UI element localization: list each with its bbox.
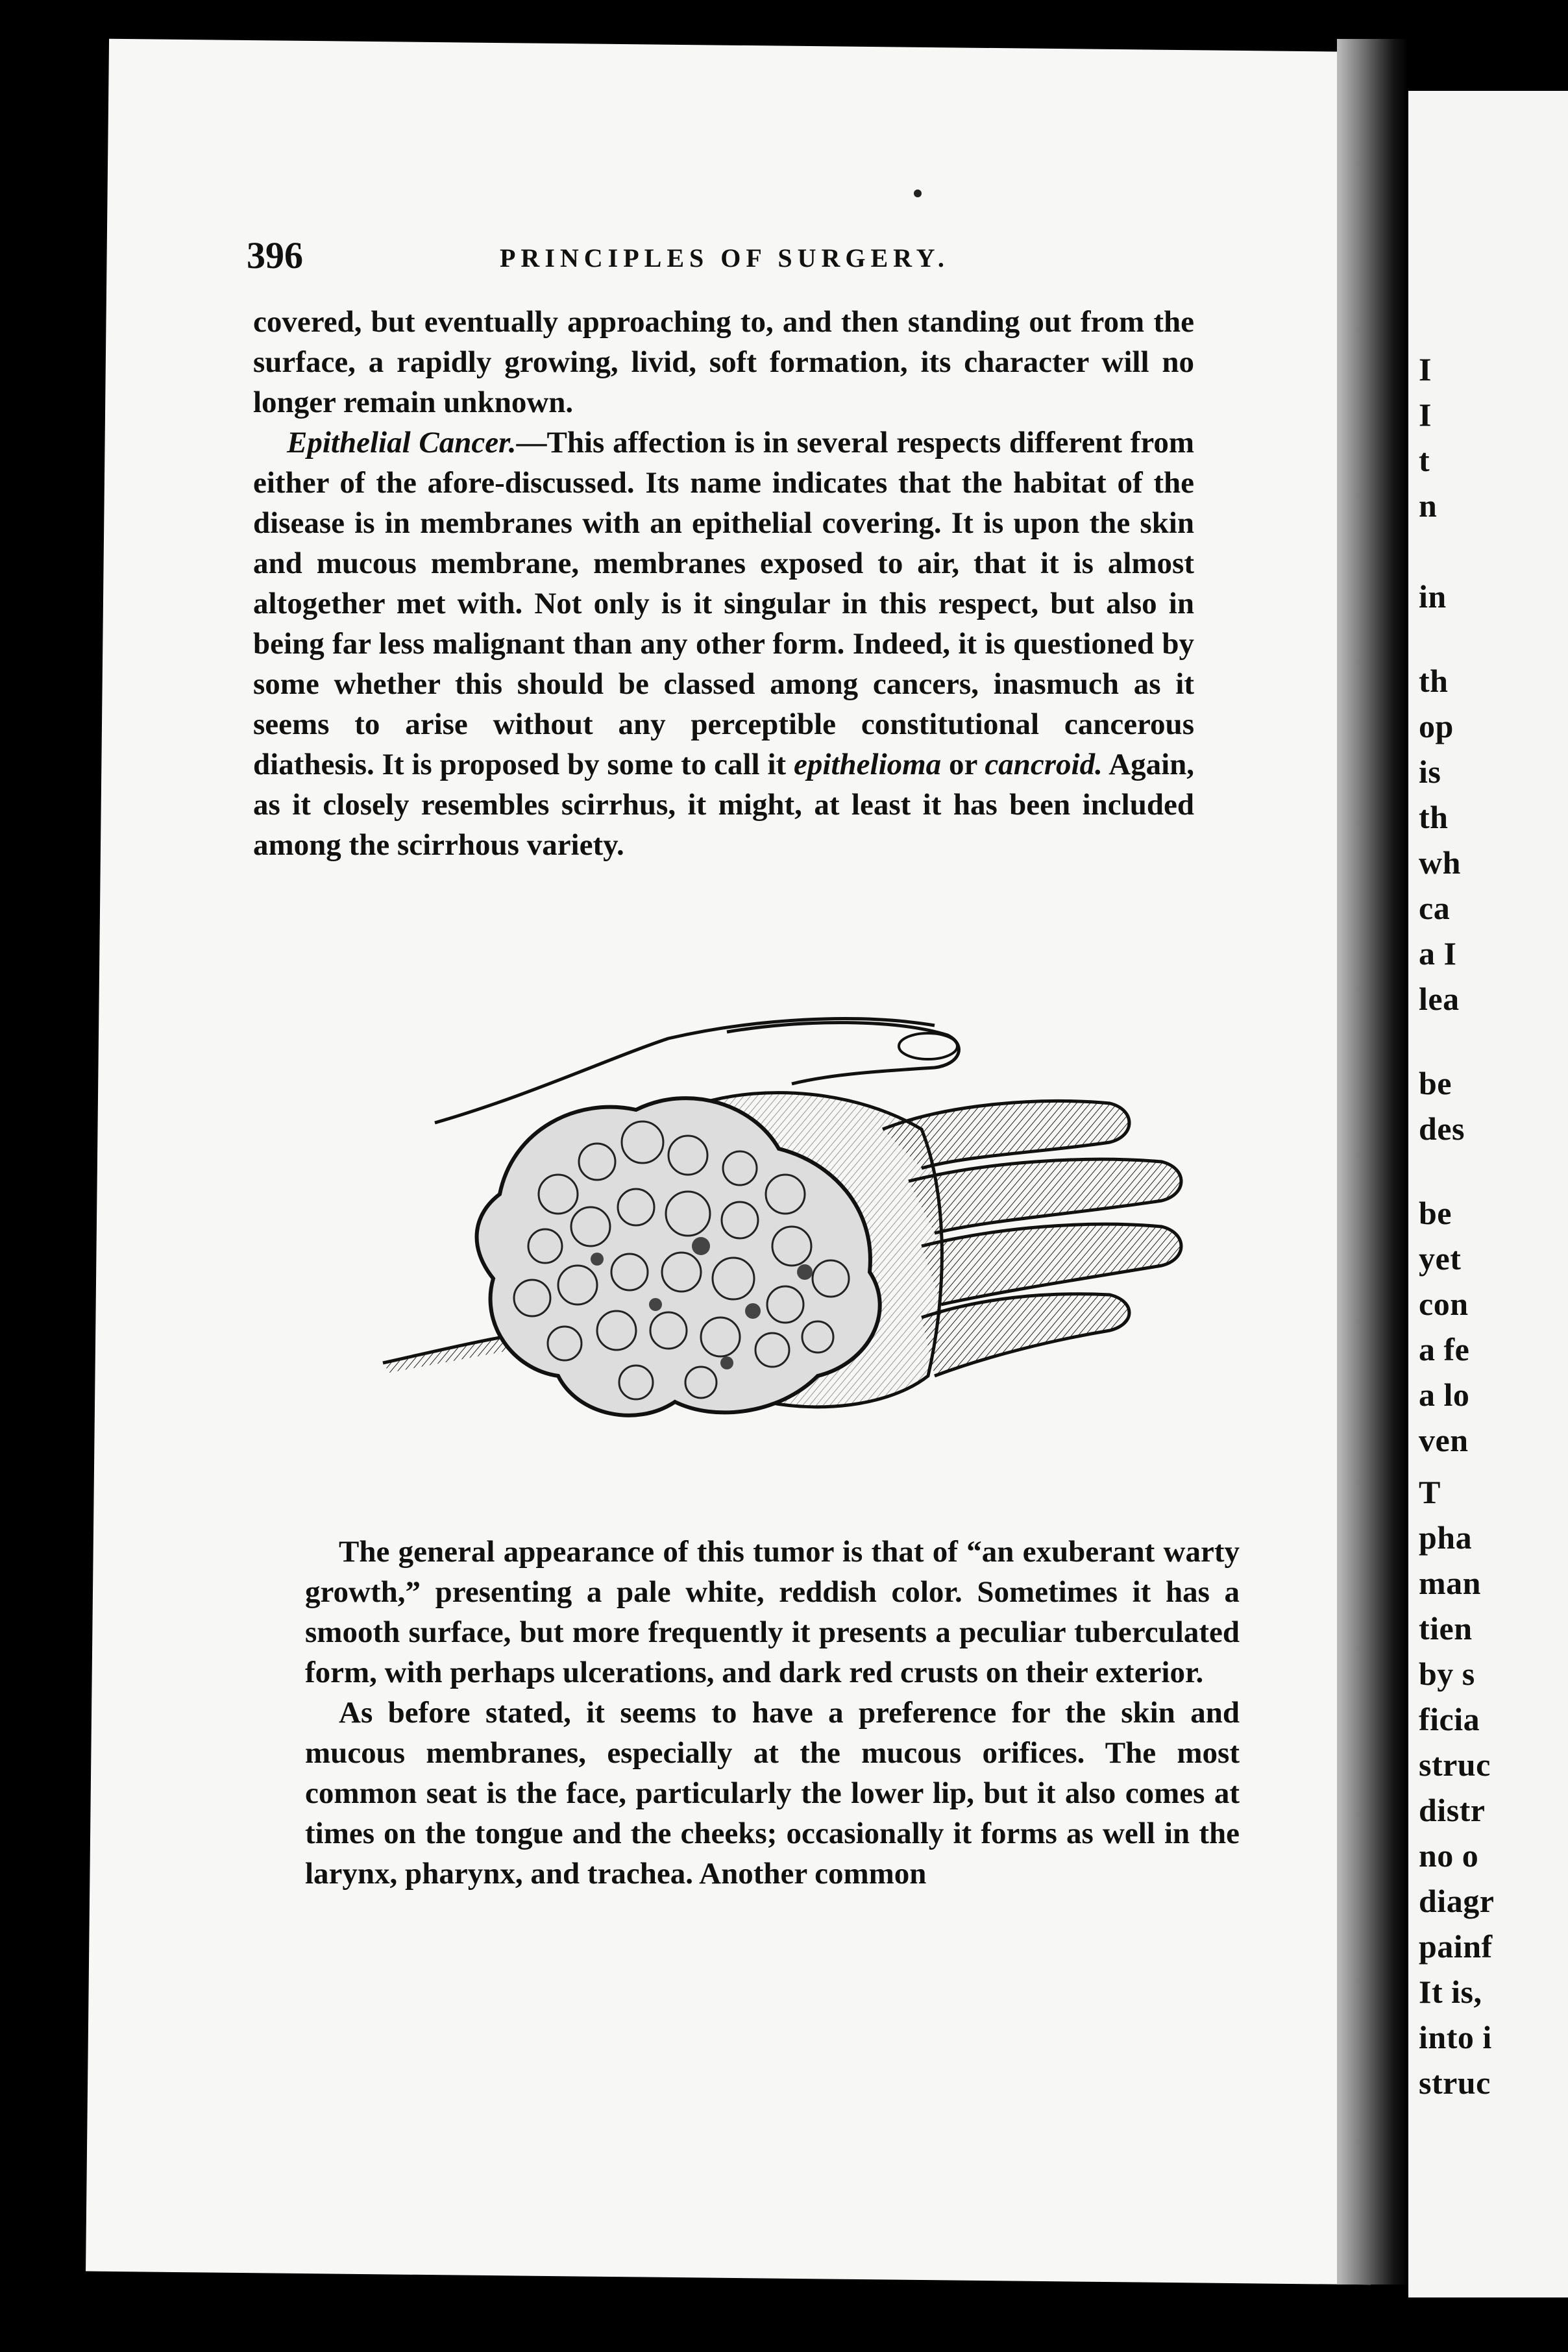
facing-page-fragment: tien — [1419, 1610, 1473, 1647]
paragraph-epithelial-cancer — [253, 423, 1194, 865]
facing-page-fragment: no o — [1419, 1837, 1479, 1874]
paragraph-text-b: Again, as it closely resembles scirrhus, it might, at least it has been included among the scirrhous variety. — [253, 748, 1195, 862]
paragraph-or: or — [941, 748, 985, 781]
facing-page-fragment: It is, — [1419, 1974, 1482, 2010]
finger-4 — [922, 1294, 1129, 1376]
paragraph-general-appearance: The general appearance of this tumor is that of “an exuberant warty growth,” presenting a pale white, reddish color. Sometimes it has a smooth surface, but more frequently it presents a peculiar tuberculated form, with perhaps ulcerations, and dark red crusts on their exterior. — [305, 1535, 1240, 1689]
facing-page-fragment: n — [1419, 487, 1438, 524]
facing-page-fragment: con — [1419, 1286, 1469, 1322]
finger-2 — [909, 1159, 1181, 1233]
figure-hand-tumor — [363, 999, 1240, 1519]
facing-page-fragment: diagr — [1419, 1883, 1495, 1919]
facing-page-fragment: man — [1419, 1565, 1481, 1601]
facing-page-fragment: distr — [1419, 1792, 1486, 1828]
facing-page-fragment: a lo — [1419, 1377, 1470, 1413]
facing-page-fragment: pha — [1419, 1519, 1473, 1556]
facing-page-fragment: ca — [1419, 890, 1451, 926]
term-epithelioma: epithelioma — [794, 748, 942, 781]
finger-3 — [922, 1224, 1181, 1305]
facing-page-fragment: th — [1419, 799, 1449, 835]
paragraph-preference: As before stated, it seems to have a preference for the skin and mucous membranes, especially at the mucous orifices. The most common seat is the face, particularly the lower lip, but it also comes at times on the tongue and the cheeks; occasionally it forms as well in the larynx, pharynx, and trachea. Another common — [305, 1696, 1240, 1891]
facing-page-fragment: in — [1419, 578, 1447, 615]
term-cancroid: cancroid. — [985, 748, 1103, 781]
facing-page-fragment: t — [1419, 442, 1430, 478]
facing-page — [1408, 91, 1568, 2297]
facing-page-fragment: be — [1419, 1065, 1452, 1101]
facing-page-fragment: a I — [1419, 935, 1457, 972]
facing-page-fragment: yet — [1419, 1240, 1462, 1277]
facing-page-fragment: I — [1419, 351, 1432, 387]
facing-page-fragment: is — [1419, 753, 1441, 790]
facing-page-fragment: lea — [1419, 981, 1460, 1017]
text-block-bottom — [305, 1532, 1240, 1894]
text-block-top — [253, 302, 1194, 865]
facing-page-fragment: a fe — [1419, 1331, 1470, 1367]
facing-page-fragment: by s — [1419, 1656, 1475, 1692]
facing-page-fragment: th — [1419, 663, 1449, 699]
speck — [914, 190, 922, 197]
facing-page-fragment: op — [1419, 708, 1454, 744]
facing-page-fragment: ficia — [1419, 1701, 1480, 1737]
paragraph-text-a: —This affection is in several respects different from either of the afore-discussed. Its name indicates that the habitat of the disease is in membranes with an epithelial covering. It is upon the skin and mucous membrane, membranes exposed to air, that it is almost altogether met with. Not only is it singular in this respect, but also in being far less malignant than any other form. Indeed, it is questioned by some whether this should be classed among cancers, inasmuch as it seems to arise without any perceptible constitutional cancerous diathesis. It is proposed by some to call it — [253, 426, 1194, 781]
hand-tumor-illustration — [363, 999, 1240, 1519]
wrist-hatch — [383, 1337, 513, 1373]
page-number: 396 — [247, 234, 303, 276]
facing-page-fragment: T — [1419, 1474, 1441, 1510]
facing-page-fragment: struc — [1419, 2064, 1491, 2101]
book-gutter — [1337, 39, 1408, 2285]
section-heading: Epithelial Cancer. — [287, 426, 517, 459]
paragraph-continuation: covered, but eventually approaching to, and then standing out from the surface, a rapidly growing, livid, soft formation, its character will no longer remain unknown. — [253, 305, 1194, 419]
page-header — [247, 234, 1194, 292]
facing-page-fragment: des — [1419, 1110, 1465, 1147]
thumb — [727, 1023, 959, 1084]
facing-page-fragment: struc — [1419, 1746, 1491, 1783]
facing-page-fragment: be — [1419, 1195, 1452, 1231]
facing-page-fragment: ven — [1419, 1422, 1469, 1458]
facing-page-fragment: wh — [1419, 844, 1461, 881]
facing-page-fragment: painf — [1419, 1928, 1493, 1965]
running-head: PRINCIPLES OF SURGERY. — [500, 243, 949, 273]
facing-page-fragment: into i — [1419, 2019, 1492, 2055]
facing-page-fragment: I — [1419, 397, 1432, 433]
